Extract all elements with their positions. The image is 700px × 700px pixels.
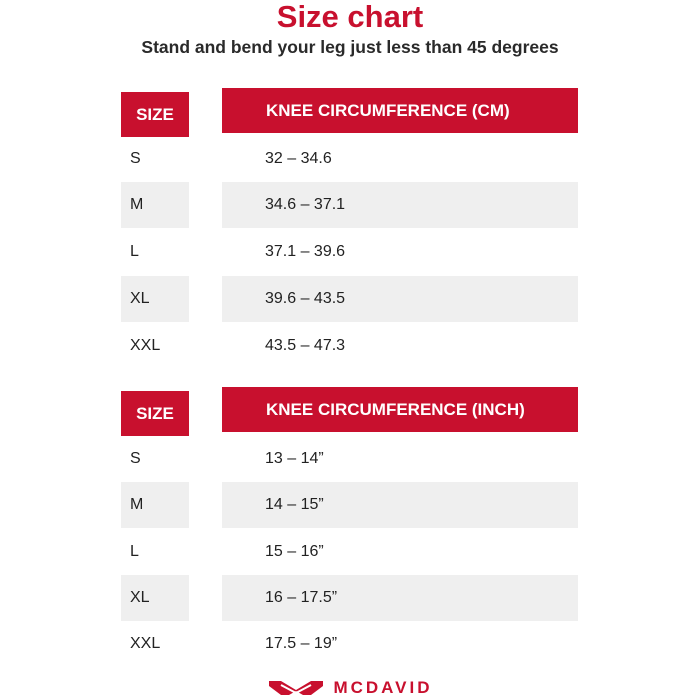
range-cell: 32 – 34.6: [265, 150, 332, 167]
table-row: [0, 622, 700, 666]
size-cell: XL: [130, 290, 150, 307]
brand-logo: [0, 676, 700, 700]
size-header: SIZE: [121, 92, 189, 137]
logo-text: MCDAVID: [333, 678, 433, 697]
page-subtitle: Stand and bend your leg just less than 45 degrees: [141, 37, 559, 57]
table-row: [0, 482, 700, 528]
table-row: [0, 530, 700, 574]
size-cell: XXL: [130, 337, 161, 354]
table-row: [0, 138, 700, 180]
range-cell: 13 – 14”: [265, 450, 324, 467]
table-row: [0, 324, 700, 368]
size-cell: L: [130, 543, 139, 560]
size-cell: L: [130, 243, 139, 260]
range-cell: 17.5 – 19”: [265, 635, 338, 652]
page-title: Size chart: [276, 0, 424, 34]
range-cell: 14 – 15”: [265, 496, 324, 513]
table-row: [0, 182, 700, 228]
table-row: [0, 276, 700, 322]
range-cell: 37.1 – 39.6: [265, 243, 346, 260]
size-cell: S: [130, 450, 141, 467]
range-cell: 39.6 – 43.5: [265, 290, 346, 307]
size-header: SIZE: [121, 391, 189, 436]
table-row: [0, 230, 700, 274]
measure-header: KNEE CIRCUMFERENCE (CM): [222, 88, 578, 133]
range-cell: 34.6 – 37.1: [265, 196, 346, 213]
measure-header: KNEE CIRCUMFERENCE (INCH): [222, 387, 578, 432]
table-row: [0, 575, 700, 621]
range-cell: 16 – 17.5”: [265, 589, 338, 606]
range-cell: 43.5 – 47.3: [265, 337, 346, 354]
range-cell: 15 – 16”: [265, 543, 324, 560]
size-cell: S: [130, 150, 141, 167]
size-cell: M: [130, 196, 144, 213]
size-cell: M: [130, 496, 144, 513]
size-cell: XXL: [130, 635, 161, 652]
size-cell: XL: [130, 589, 150, 606]
mcdavid-logo-icon: [267, 677, 325, 699]
table-row: [0, 438, 700, 480]
